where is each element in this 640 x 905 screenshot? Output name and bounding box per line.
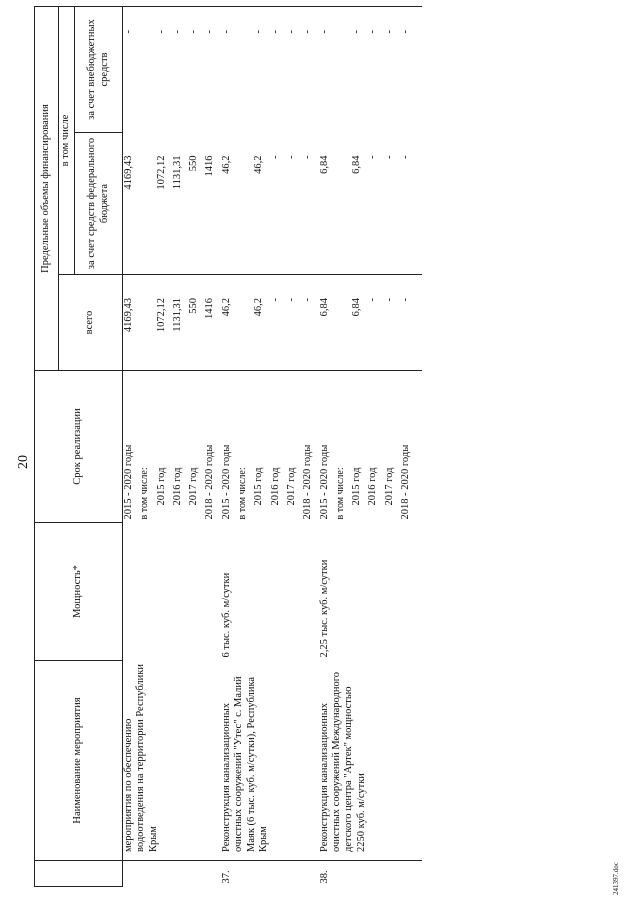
row-period-line: 2015 год: [351, 467, 363, 506]
row-period-line: 2016 год: [367, 467, 379, 506]
row-period: [123, 371, 221, 523]
row-period-line: в том числе:: [334, 467, 346, 520]
row-period-line: 2018 - 2020 годы: [204, 444, 216, 520]
header-num: [35, 861, 123, 887]
row-federal-line: [139, 136, 155, 272]
row-extrabudget: [123, 6, 221, 132]
row-period-line: 2017 год: [383, 467, 395, 506]
row-period-line: 2017 год: [188, 467, 200, 506]
row-period-line: 2015 - 2020 годы: [220, 444, 232, 520]
row-period-line: 2015 - 2020 годы: [318, 444, 330, 520]
row-federal: [319, 133, 423, 275]
row-federal-line: 46,2: [253, 155, 265, 174]
row-period: [221, 371, 319, 523]
header-period: Срок реализации: [35, 371, 123, 523]
table-row: [221, 6, 319, 886]
row-total-line: 4169,43: [123, 298, 134, 333]
row-name: мероприятия по обеспечению водоотведения на территории Республики Крым: [123, 661, 221, 861]
row-period-line: в том числе:: [139, 467, 151, 520]
row-federal-line: 46,2: [220, 155, 232, 174]
row-extrabudget-line: -: [253, 29, 265, 34]
header-extrabudget: за счет внебюджетных средств: [75, 6, 123, 132]
row-federal-line: -: [400, 155, 412, 159]
row-total-line: -: [383, 298, 395, 302]
row-federal-line: -: [285, 155, 297, 159]
row-number: 37.: [220, 870, 232, 884]
row-capacity: 2,25 тыс. куб. м/сутки: [318, 559, 330, 658]
row-period-line: 2016 год: [171, 467, 183, 506]
row-total-line: 6,84: [318, 298, 330, 317]
table-row: [319, 6, 423, 886]
table-row: [123, 6, 221, 886]
row-extrabudget-line: -: [285, 29, 297, 34]
row-number: 38.: [318, 870, 330, 884]
row-total-line: -: [269, 298, 281, 302]
row-federal-line: -: [383, 155, 395, 159]
row-extrabudget-line: -: [367, 29, 379, 34]
row-period-line: в том числе:: [237, 467, 249, 520]
financing-table: [34, 6, 422, 887]
row-extrabudget-line: -: [123, 29, 134, 34]
row-total-line: 1416: [204, 298, 216, 319]
header-total: всего: [59, 275, 123, 371]
row-extrabudget-line: -: [269, 29, 281, 34]
row-federal-line: 6,84: [318, 155, 330, 174]
row-capacity: 6 тыс. куб. м/сутки: [220, 572, 232, 658]
row-total: [123, 275, 221, 371]
row-federal-line: 550: [188, 155, 200, 172]
row-extrabudget-line: -: [220, 29, 232, 34]
row-total-line: 1131,31: [171, 298, 183, 332]
row-total-line: 550: [188, 298, 200, 314]
row-extrabudget-line: [335, 10, 351, 130]
page-number: 20: [16, 455, 31, 469]
row-total-line: 46,2: [220, 298, 232, 317]
row-federal-line: -: [269, 155, 281, 159]
row-period-line: 2016 год: [269, 467, 281, 506]
row-period: [319, 371, 423, 523]
row-extrabudget-line: -: [204, 29, 216, 34]
row-federal-line: [335, 136, 351, 272]
row-federal-line: -: [367, 155, 379, 159]
row-federal: [221, 133, 319, 275]
row-total-line: -: [302, 298, 314, 302]
header-name: Наименование мероприятия: [35, 661, 123, 861]
row-capacity: [123, 523, 221, 661]
row-total-line: 1072,12: [155, 298, 167, 333]
row-number: [123, 861, 221, 887]
row-federal-line: 4169,43: [123, 155, 134, 190]
row-extrabudget-line: -: [188, 29, 200, 34]
header-federal: за счет средств федерального бюджета: [75, 133, 123, 275]
row-federal-line: [237, 136, 253, 272]
row-total-line: -: [285, 298, 297, 302]
row-federal-line: 1131,31: [171, 155, 183, 190]
header-capacity: Мощность*: [35, 523, 123, 661]
row-period-line: 2015 год: [253, 467, 265, 506]
row-total: [319, 275, 423, 371]
row-federal-line: -: [302, 155, 314, 159]
row-extrabudget-line: [237, 10, 253, 130]
row-total-line: [335, 278, 351, 367]
row-total-line: 6,84: [351, 298, 363, 317]
row-total: [221, 275, 319, 371]
row-extrabudget-line: -: [171, 29, 183, 34]
row-federal: [123, 133, 221, 275]
row-extrabudget-line: -: [155, 29, 167, 34]
row-period-line: 2018 - 2020 годы: [302, 444, 314, 520]
row-total-line: [139, 278, 155, 367]
row-federal-line: 1072,12: [155, 155, 167, 190]
row-extrabudget: [221, 6, 319, 132]
row-extrabudget-line: -: [318, 29, 330, 34]
row-extrabudget: [319, 6, 423, 132]
row-period-line: 2018 - 2020 годы: [400, 444, 412, 520]
row-extrabudget-line: -: [302, 29, 314, 34]
document-id: 241397.doc: [612, 862, 620, 895]
header-financing: Предельные объемы финансирования: [35, 6, 59, 370]
header-including: в том числе: [59, 6, 75, 274]
row-extrabudget-line: [139, 10, 155, 130]
row-total-line: -: [400, 298, 412, 302]
row-total-line: -: [367, 298, 379, 302]
row-extrabudget-line: -: [400, 29, 412, 34]
row-total-line: 46,2: [253, 298, 265, 317]
row-total-line: [237, 278, 253, 367]
table-body: [123, 6, 423, 886]
row-extrabudget-line: -: [383, 29, 395, 34]
row-federal-line: 1416: [204, 155, 216, 177]
row-name: Реконструкция канализационных очистных сооружений "Утес" с. Малий Маяк (6 тыс. куб. м/сутки), Республика Крым: [221, 661, 319, 861]
row-extrabudget-line: -: [351, 29, 363, 34]
row-federal-line: 6,84: [351, 155, 363, 174]
row-period-line: 2015 год: [155, 467, 167, 506]
row-period-line: 2015 - 2020 годы: [123, 444, 134, 520]
row-period-line: 2017 год: [285, 467, 297, 506]
row-name: Реконструкция канализационных очистных сооружений Международного детского центра "Артек" мощностью 2250 куб. м/сутки: [319, 661, 423, 861]
